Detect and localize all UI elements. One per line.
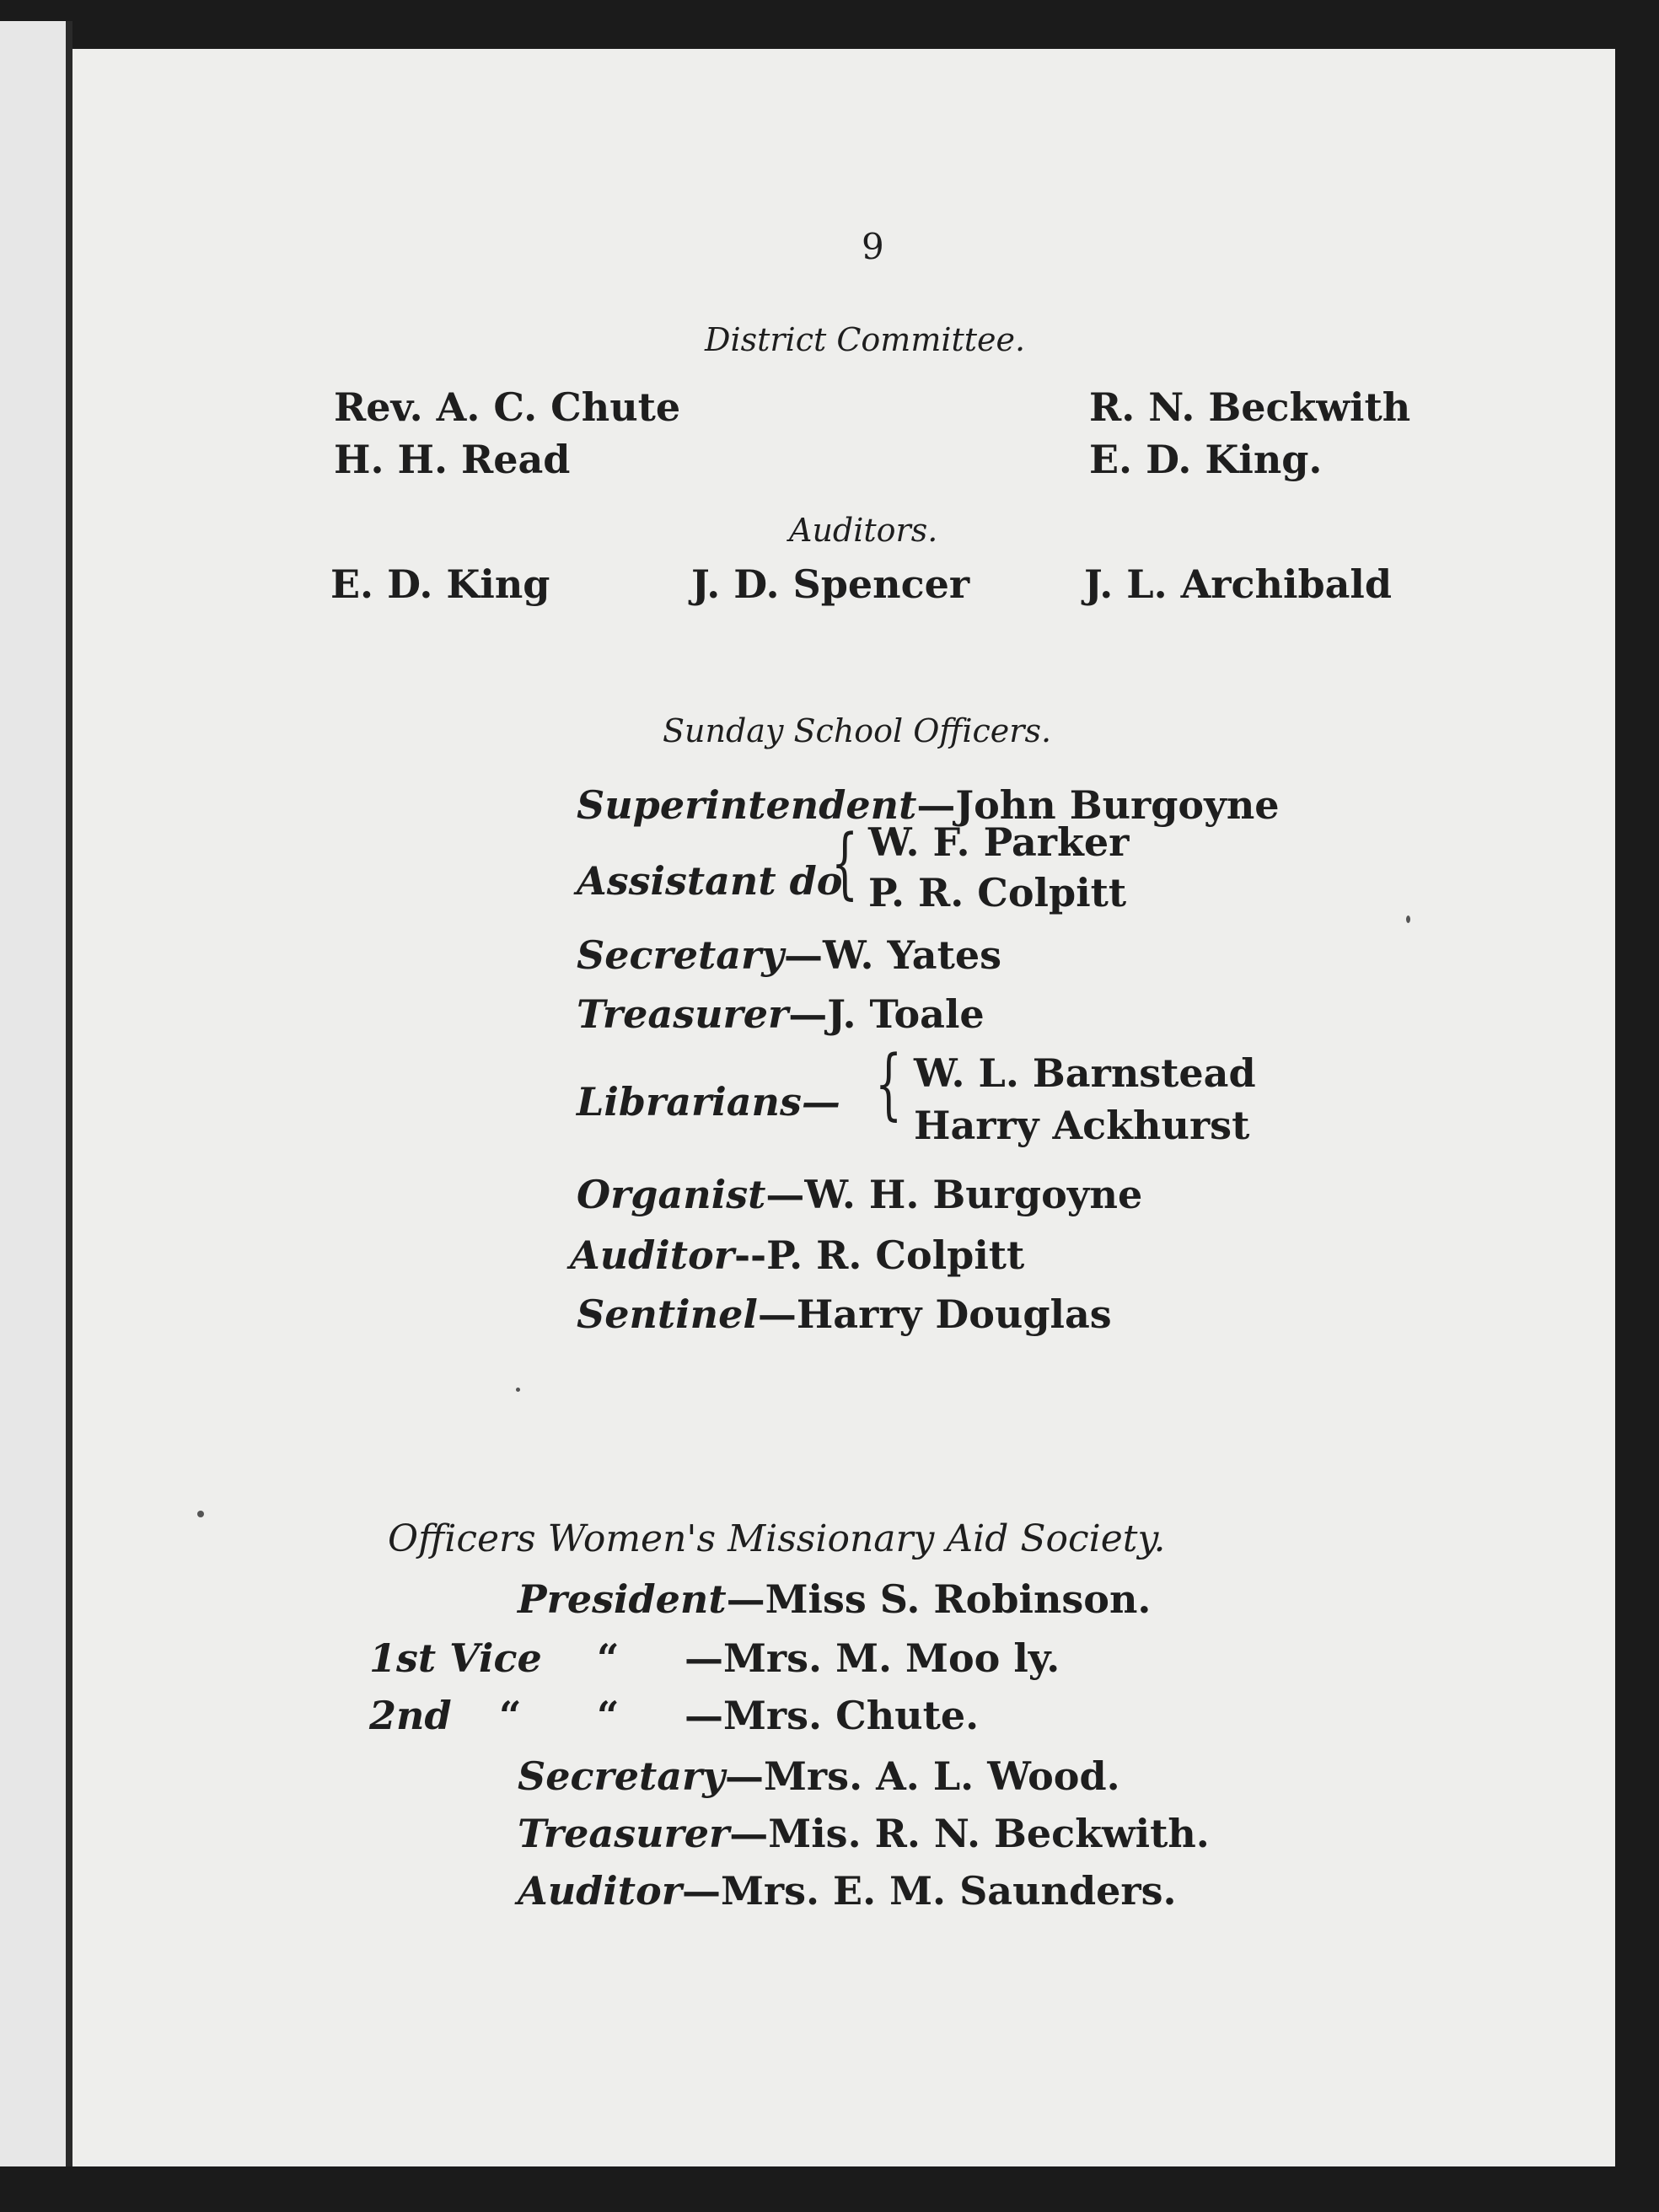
committee-member: R. N. Beckwith xyxy=(1089,384,1411,430)
ditto-mark: “ xyxy=(597,1635,620,1681)
ditto-mark: “ xyxy=(597,1693,620,1738)
previous-page-edge xyxy=(0,21,66,2166)
secretary-line: Secretary—W. Yates xyxy=(577,932,1002,978)
librarian-name: Harry Ackhurst xyxy=(914,1103,1250,1148)
organist-line: Organist—W. H. Burgoyne xyxy=(577,1172,1143,1217)
auditor-name: J. L. Archibald xyxy=(1084,561,1393,607)
superintendent-line: Superintendent—John Burgoyne xyxy=(577,782,1280,828)
assistant-name: W. F. Parker xyxy=(868,819,1130,865)
page-number: 9 xyxy=(862,226,884,267)
wmas-secretary-line: Secretary—Mrs. A. L. Wood. xyxy=(518,1753,1120,1799)
wmas-treasurer-line: Treasurer—Mis. R. N. Beckwith. xyxy=(518,1811,1210,1856)
assistant-name: P. R. Colpitt xyxy=(868,870,1127,915)
committee-member: Rev. A. C. Chute xyxy=(334,384,681,430)
womens-missionary-heading: Officers Women's Missionary Aid Society. xyxy=(388,1517,1166,1560)
auditor-line: Auditor--P. R. Colpitt xyxy=(570,1232,1025,1278)
book-gutter xyxy=(66,21,72,2166)
second-vice-name: —Mrs. Chute. xyxy=(685,1693,980,1738)
auditors-heading: Auditors. xyxy=(789,512,938,549)
auditor-name: E. D. King xyxy=(330,561,550,607)
brace-symbol: { xyxy=(831,818,859,908)
first-vice-name: —Mrs. M. Moo ly. xyxy=(685,1635,1060,1681)
brace-symbol: { xyxy=(875,1039,903,1129)
page xyxy=(72,49,1615,2166)
committee-member: H. H. Read xyxy=(334,437,571,482)
librarian-name: W. L. Barnstead xyxy=(914,1050,1256,1096)
committee-member: E. D. King. xyxy=(1089,437,1323,482)
president-line: President—Miss S. Robinson. xyxy=(518,1576,1152,1622)
scan-speck xyxy=(1406,915,1410,923)
librarians-label: Librarians— xyxy=(577,1079,840,1125)
second-vice-label: 2nd xyxy=(369,1693,452,1738)
auditor-name: J. D. Spencer xyxy=(691,561,970,607)
scan-speck xyxy=(516,1388,520,1392)
first-vice-label: 1st Vice xyxy=(369,1635,542,1681)
sunday-school-heading: Sunday School Officers. xyxy=(663,712,1052,749)
district-committee-heading: District Committee. xyxy=(705,321,1026,358)
wmas-auditor-line: Auditor—Mrs. E. M. Saunders. xyxy=(518,1868,1177,1914)
ditto-mark: “ xyxy=(499,1693,522,1738)
treasurer-line: Treasurer—J. Toale xyxy=(577,991,985,1037)
assistant-label: Assistant do xyxy=(577,858,843,904)
scan-speck xyxy=(197,1511,204,1517)
sentinel-line: Sentinel—Harry Douglas xyxy=(577,1291,1112,1337)
